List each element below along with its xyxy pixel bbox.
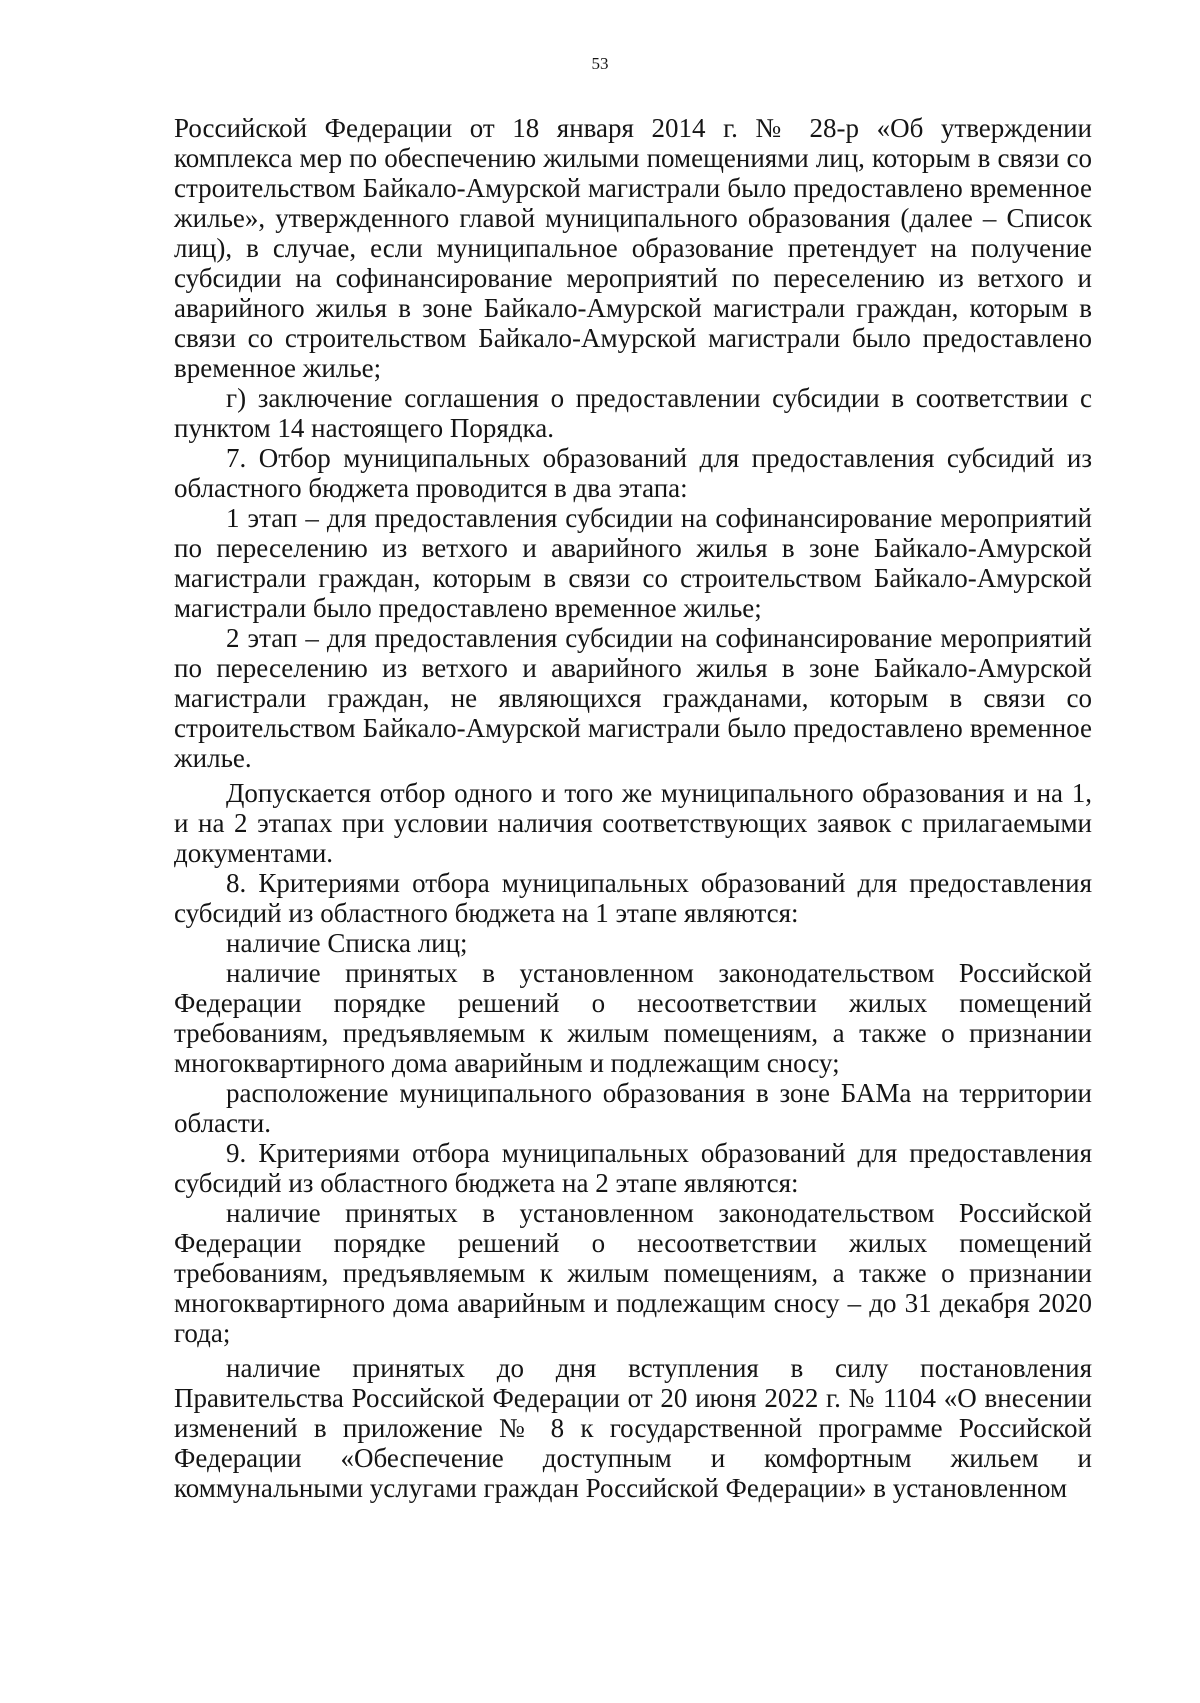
paragraph-criterion-decisions-2020: наличие принятых в установленном законодательством Российской Федерации порядке решений о несоответствии жилых помещений требованиям, предъявляемым к жилым помещениям, а также о признании многоквартирного дома аварийным и подлежащим сносу – до 31 декабря 2020 года; <box>174 1198 1092 1348</box>
paragraph-criterion-decisions: наличие принятых в установленном законодательством Российской Федерации порядке решений о несоответствии жилых помещений требованиям, предъявляемым к жилым помещениям, а также о признании многоквартирного дома аварийным и подлежащим сносу; <box>174 958 1092 1078</box>
paragraph-selection-both-stages: Допускается отбор одного и того же муниципального образования и на 1, и на 2 этапах при условии наличия соответствующих заявок с прилагаемыми документами. <box>174 778 1092 868</box>
page-number: 53 <box>591 54 609 73</box>
paragraph-stage-2: 2 этап – для предоставления субсидии на софинансирование мероприятий по переселению из ветхого и аварийного жилья в зоне Байкало-Амурской магистрали граждан, не являющихся гражданами, которым в связи со строительством Байкало-Амурской магистрали было предоставлено временное жилье. <box>174 623 1092 773</box>
paragraph-clause-7: 7. Отбор муниципальных образований для предоставления субсидий из областного бюджета проводится в два этапа: <box>174 443 1092 503</box>
paragraph-list-of-persons: Российской Федерации от 18 января 2014 г. № 28-р «Об утверждении комплекса мер по обеспечению жилыми помещениями лиц, которым в связи со строительством Байкало-Амурской магистрали было предоставлено временное жилье», утвержденного главой муниципального образования (далее – Список лиц), в случае, если муниципальное образование претендует на получение субсидии на софинансирование мероприятий по переселению из ветхого и аварийного жилья в зоне Байкало-Амурской магистрали граждан, которым в связи со строительством Байкало-Амурской магистрали было предоставлено временное жилье; <box>174 113 1092 383</box>
paragraph-clause-8: 8. Критериями отбора муниципальных образований для предоставления субсидий из областного бюджета на 1 этапе являются: <box>174 868 1092 928</box>
paragraph-item-g: г) заключение соглашения о предоставлении субсидии в соответствии с пунктом 14 настоящего Порядка. <box>174 383 1092 443</box>
document-body <box>174 113 1092 1503</box>
paragraph-stage-1: 1 этап – для предоставления субсидии на софинансирование мероприятий по переселению из ветхого и аварийного жилья в зоне Байкало-Амурской магистрали граждан, которым в связи со строительством Байкало-Амурской магистрали было предоставлено временное жилье; <box>174 503 1092 623</box>
paragraph-criterion-location: расположение муниципального образования в зоне БАМа на территории области. <box>174 1078 1092 1138</box>
paragraph-criterion-resolution-1104: наличие принятых до дня вступления в силу постановления Правительства Российской Федерации от 20 июня 2022 г. № 1104 «О внесении изменений в приложение № 8 к государственной программе Российской Федерации «Обеспечение доступным и комфортным жильем и коммунальными услугами граждан Российской Федерации» в установленном <box>174 1353 1092 1503</box>
paragraph-criterion-list: наличие Списка лиц; <box>226 928 468 958</box>
paragraph-clause-9: 9. Критериями отбора муниципальных образований для предоставления субсидий из областного бюджета на 2 этапе являются: <box>174 1138 1092 1198</box>
